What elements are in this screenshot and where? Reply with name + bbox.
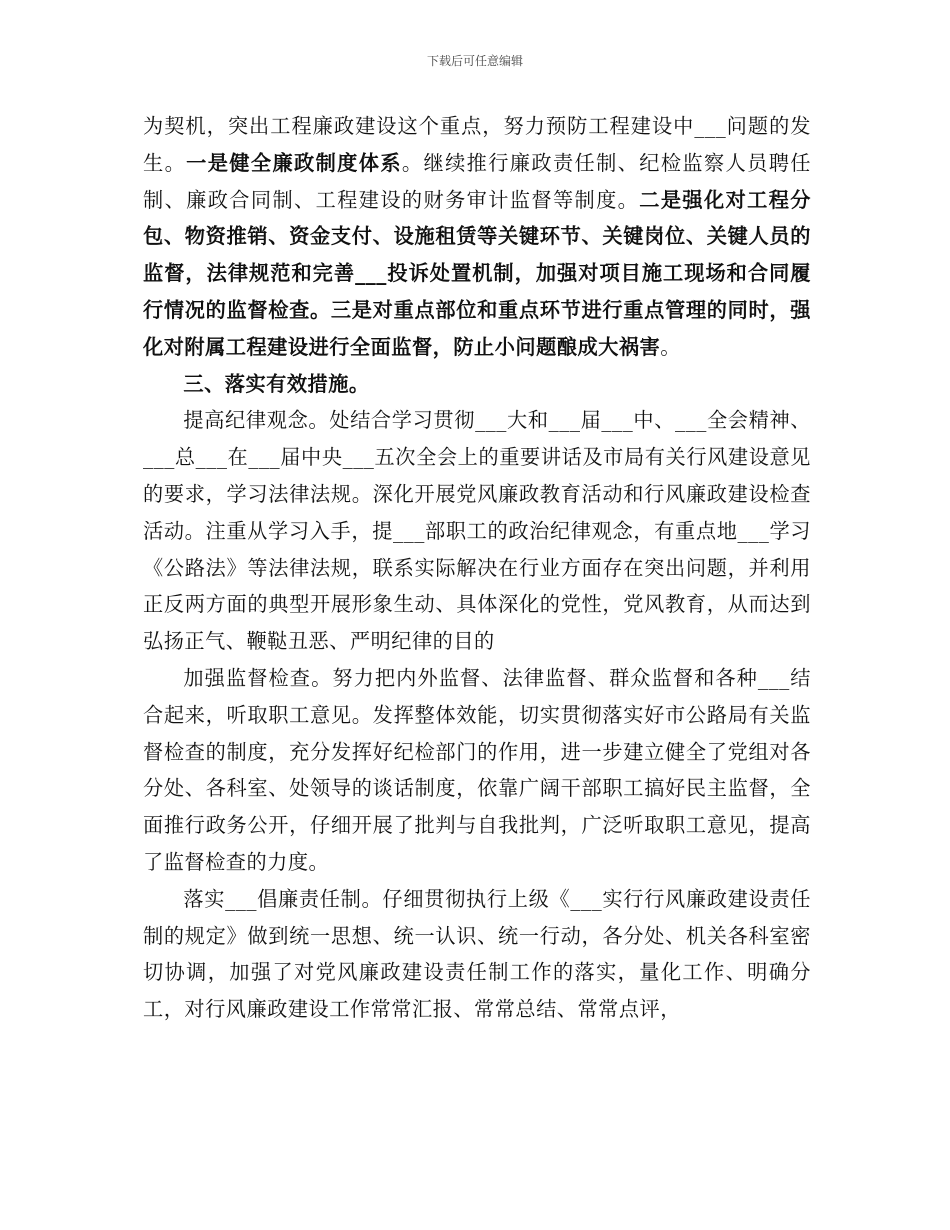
- bold-point-two-three: 二是强化对工程分包、物资推销、资金支付、设施租赁等关键环节、关键岗位、关键人员的监督，法律规范和完善___投诉处置机制，加强对项目施工现场和合同履行情况的监督检查。三是对重点部位和重点环节进行重点管理的同时，强化对附属工程建设进行全面监督，防止小问题酿成大祸害: [143, 187, 811, 359]
- page-header: 下载后可任意编辑: [426, 54, 523, 68]
- section-heading: 三、落实有效措施。: [183, 371, 370, 396]
- paragraph-supervision: 加强监督检查。努力把内外监督、法律监督、群众监督和各种___结合起来，听取职工意见。发挥整体效能，切实贯彻落实好市公路局有关监督检查的制度，充分发挥好纪检部门的作用，进一步建立健全了党组对各分处、各科室、处领导的谈话制度，依靠广阔干部职工搞好民主监督，全面推行政务公开，仔细开展了批判与自我批判，广泛听取职工意见，提高了监督检查的力度。: [143, 665, 811, 874]
- bold-point-one: 一是健全廉政制度体系: [186, 150, 402, 175]
- paragraph-discipline: 提高纪律观念。处结合学习贯彻___大和___届___中、___全会精神、___总___在___届中央___五次全会上的重要讲话及市局有关行风建设意见的要求，学习法律法规。深化开展党风廉政教育活动和行风廉政建设检查活动。注重从学习入手，提___部职工的政治纪律观念，有重点地___学习《公路法》等法律法规，联系实际解决在行业方面存在突出问题，并利用正反两方面的典型开展形象生动、具体深化的党性，党风教育，从而达到弘扬正气、鞭鞑丑恶、严明纪律的目的: [143, 408, 811, 654]
- document-body: [143, 108, 811, 1028]
- paragraph-tail: 。: [660, 334, 681, 359]
- paragraph-responsibility: 落实___倡廉责任制。仔细贯彻执行上级《___实行行风廉政建设责任制的规定》做到统一思想、统一认识、统一行动，各分处、机关各科室密切协调，加强了对党风廉政建设责任制工作的落实，量化工作、明确分工，对行风廉政建设工作常常汇报、常常总结、常常点评，: [143, 886, 811, 1022]
- paragraph-lead-text: 为契机，突出工程廉政建设这个重点，努力预防工程建设中___问题的发生。: [143, 114, 811, 175]
- paragraph-continuation: [143, 108, 811, 366]
- paragraph-normal-text: 。继续推行廉政责任制、纪检监察人员聘任制、廉政合同制、工程建设的财务审计监督等制度。: [143, 150, 811, 212]
